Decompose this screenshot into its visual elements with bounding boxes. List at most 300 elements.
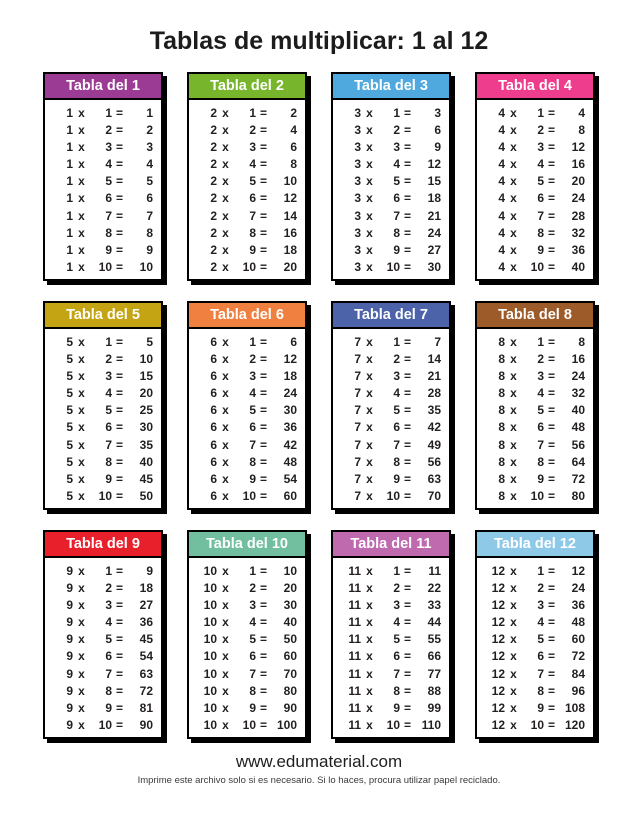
equals-symbol: = [403,437,411,452]
product: 48 [571,420,585,435]
times-symbol: x [366,140,373,155]
factor-2: 7 [249,437,256,452]
product: 72 [571,649,585,664]
times-symbol: x [366,369,373,384]
times-symbol: x [78,564,85,578]
equals-symbol: = [115,649,123,664]
factor-1: 3 [354,225,361,240]
times-symbol: x [510,335,517,349]
product: 24 [571,191,585,206]
equals-symbol: = [115,471,123,486]
times-symbol: x [222,352,229,367]
footer-website: www.edumaterial.com [235,752,403,771]
factor-2: 10 [242,717,256,732]
times-symbol: x [222,615,229,630]
factor-2: 1 [537,335,544,349]
product: 56 [571,437,585,452]
factor-1: 11 [348,615,361,630]
product: 35 [139,437,153,452]
table-body [45,558,161,738]
times-symbol: x [78,700,85,715]
factor-2: 5 [249,174,256,189]
equals-symbol: = [403,225,411,240]
table-title: Tabla del 9 [45,532,161,558]
product: 4 [290,123,297,138]
equals-symbol: = [115,700,123,715]
product: 32 [571,225,585,240]
factor-2: 1 [393,106,400,120]
times-symbol: x [366,683,373,698]
factor-1: 1 [66,208,73,223]
equals-symbol: = [403,259,411,274]
equals-symbol: = [259,615,267,630]
factor-2: 5 [393,174,400,189]
factor-1: 4 [498,140,505,155]
factor-1: 4 [498,191,505,206]
equals-symbol: = [259,106,267,120]
times-symbol: x [222,717,229,732]
equals-symbol: = [403,471,411,486]
factor-2: 4 [105,386,112,401]
factor-2: 8 [393,225,400,240]
product: 108 [564,700,585,715]
product: 63 [427,471,441,486]
factor-2: 4 [537,157,544,172]
factor-2: 3 [393,598,400,613]
factor-1: 3 [354,157,361,172]
factor-1: 7 [354,352,361,367]
equals-symbol: = [115,598,123,613]
factor-1: 9 [66,581,73,596]
factor-2: 1 [393,335,400,349]
times-symbol: x [366,454,373,469]
equals-symbol: = [547,386,555,401]
table-row [53,666,153,683]
multiplication-table-card [43,72,163,281]
factor-1: 12 [491,632,505,647]
times-symbol: x [78,615,85,630]
table-row [485,437,585,454]
table-row [197,259,297,276]
times-symbol: x [510,717,517,732]
times-symbol: x [78,581,85,596]
table-row [197,402,297,419]
equals-symbol: = [547,174,555,189]
factor-1: 1 [66,174,73,189]
times-symbol: x [222,666,229,681]
product: 66 [427,649,441,664]
factor-2: 4 [249,157,256,172]
product: 44 [427,615,441,630]
factor-1: 4 [498,225,505,240]
factor-2: 10 [386,488,400,503]
product: 15 [139,369,153,384]
times-symbol: x [366,191,373,206]
factor-1: 9 [66,615,73,630]
equals-symbol: = [403,335,411,349]
table-row [485,368,585,385]
table-row [341,225,441,242]
table-row [53,419,153,436]
factor-2: 3 [249,140,256,155]
table-row [53,156,153,173]
product: 15 [427,174,441,189]
factor-1: 4 [498,259,505,274]
table-body [189,100,305,280]
table-row [197,683,297,700]
product: 9 [146,242,153,257]
product: 49 [427,437,441,452]
factor-1: 4 [498,208,505,223]
equals-symbol: = [403,649,411,664]
factor-2: 2 [393,123,400,138]
table-row [341,471,441,488]
table-row [485,471,585,488]
times-symbol: x [222,403,229,418]
factor-1: 8 [498,454,505,469]
product: 40 [571,259,585,274]
factor-1: 9 [66,564,73,578]
product: 1 [146,106,153,120]
factor-1: 1 [66,157,73,172]
equals-symbol: = [115,369,123,384]
product: 7 [434,335,441,349]
equals-symbol: = [547,157,555,172]
table-row [197,419,297,436]
table-row [197,156,297,173]
product: 30 [283,598,297,613]
times-symbol: x [510,140,517,155]
page-title: Tablas de multiplicar: 1 al 12 [149,27,489,55]
factor-2: 2 [249,123,256,138]
equals-symbol: = [259,666,267,681]
factor-2: 2 [105,352,112,367]
factor-1: 8 [498,369,505,384]
table-row [53,437,153,454]
table-row [341,190,441,207]
equals-symbol: = [115,615,123,630]
table-row [341,597,441,614]
table-row [197,631,297,648]
equals-symbol: = [115,437,123,452]
factor-2: 2 [393,581,400,596]
factor-2: 7 [393,208,400,223]
times-symbol: x [510,488,517,503]
equals-symbol: = [403,208,411,223]
table-row [485,139,585,156]
product: 6 [290,140,297,155]
product: 8 [146,225,153,240]
factor-1: 2 [210,123,217,138]
factor-2: 3 [249,598,256,613]
factor-1: 2 [210,191,217,206]
equals-symbol: = [403,123,411,138]
times-symbol: x [510,369,517,384]
equals-symbol: = [547,666,555,681]
table-body [189,329,305,509]
equals-symbol: = [547,420,555,435]
times-symbol: x [510,632,517,647]
table-row [53,631,153,648]
table-title: Tabla del 11 [333,532,449,558]
equals-symbol: = [403,700,411,715]
factor-2: 2 [537,352,544,367]
multiplication-table-card [43,530,163,739]
product: 81 [139,700,153,715]
times-symbol: x [78,649,85,664]
table-row [485,488,585,505]
times-symbol: x [222,454,229,469]
product: 9 [146,564,153,578]
table-body [477,558,593,738]
product: 45 [139,632,153,647]
product: 11 [428,564,441,578]
factor-1: 4 [498,123,505,138]
factor-1: 12 [491,666,505,681]
product: 50 [139,488,153,503]
factor-1: 3 [354,140,361,155]
factor-2: 7 [249,208,256,223]
factor-1: 1 [66,106,73,120]
factor-1: 9 [66,683,73,698]
product: 24 [571,581,585,596]
table-row [53,242,153,259]
equals-symbol: = [259,649,267,664]
factor-1: 7 [354,437,361,452]
factor-2: 8 [249,683,256,698]
table-row [485,648,585,665]
product: 16 [283,225,297,240]
times-symbol: x [366,352,373,367]
factor-1: 8 [498,437,505,452]
product: 60 [571,632,585,647]
factor-2: 9 [537,242,544,257]
times-symbol: x [366,335,373,349]
product: 3 [146,140,153,155]
factor-2: 9 [393,700,400,715]
product: 10 [139,352,153,367]
equals-symbol: = [115,488,123,503]
equals-symbol: = [259,437,267,452]
table-row [485,122,585,139]
product: 77 [427,666,441,681]
table-row [341,259,441,276]
product: 2 [146,123,153,138]
equals-symbol: = [547,225,555,240]
equals-symbol: = [115,403,123,418]
table-row [197,700,297,717]
table-row [341,666,441,683]
times-symbol: x [366,106,373,120]
multiplication-table-card [43,301,163,510]
times-symbol: x [78,259,85,274]
factor-2: 2 [393,352,400,367]
factor-1: 10 [203,632,217,647]
equals-symbol: = [403,403,411,418]
factor-1: 1 [66,259,73,274]
factor-2: 8 [105,225,112,240]
times-symbol: x [222,369,229,384]
factor-1: 7 [354,471,361,486]
factor-1: 4 [498,157,505,172]
table-row [485,614,585,631]
factor-2: 8 [393,454,400,469]
table-row [485,351,585,368]
equals-symbol: = [547,123,555,138]
factor-2: 1 [249,564,256,578]
factor-2: 6 [249,420,256,435]
product: 54 [283,471,297,486]
product: 30 [283,403,297,418]
times-symbol: x [78,369,85,384]
product: 42 [283,437,297,452]
factor-2: 1 [393,564,400,578]
equals-symbol: = [403,598,411,613]
table-row [485,419,585,436]
times-symbol: x [78,157,85,172]
factor-2: 7 [105,437,112,452]
times-symbol: x [510,700,517,715]
factor-1: 10 [203,581,217,596]
factor-2: 4 [249,386,256,401]
equals-symbol: = [115,123,123,138]
times-symbol: x [510,386,517,401]
product: 96 [571,683,585,698]
times-symbol: x [366,157,373,172]
table-title: Tabla del 8 [477,303,593,329]
times-symbol: x [78,488,85,503]
times-symbol: x [366,471,373,486]
product: 35 [427,403,441,418]
multiplication-table-card [475,301,595,510]
times-symbol: x [366,488,373,503]
multiplication-table-card [475,72,595,281]
times-symbol: x [366,700,373,715]
factor-2: 4 [105,157,112,172]
table-row [197,139,297,156]
factor-1: 6 [210,420,217,435]
factor-2: 10 [98,488,112,503]
factor-2: 10 [530,259,544,274]
factor-1: 6 [210,403,217,418]
times-symbol: x [510,649,517,664]
product: 12 [283,191,297,206]
table-row [341,105,441,122]
equals-symbol: = [547,632,555,647]
times-symbol: x [78,191,85,206]
times-symbol: x [78,437,85,452]
product: 100 [276,717,297,732]
table-row [485,580,585,597]
factor-2: 7 [537,437,544,452]
times-symbol: x [78,140,85,155]
factor-1: 8 [498,403,505,418]
factor-1: 10 [203,666,217,681]
table-row [197,368,297,385]
equals-symbol: = [403,106,411,120]
product: 84 [571,666,585,681]
equals-symbol: = [547,581,555,596]
factor-1: 2 [210,208,217,223]
product: 45 [139,471,153,486]
times-symbol: x [366,615,373,630]
factor-2: 10 [530,488,544,503]
factor-1: 3 [354,242,361,257]
equals-symbol: = [403,420,411,435]
table-row [53,683,153,700]
table-row [341,242,441,259]
product: 72 [571,471,585,486]
product: 64 [571,454,585,469]
factor-2: 7 [537,666,544,681]
factor-1: 7 [354,420,361,435]
table-row [53,471,153,488]
table-title: Tabla del 1 [45,74,161,100]
factor-2: 3 [249,369,256,384]
factor-2: 1 [105,106,112,120]
table-row [197,334,297,351]
equals-symbol: = [547,242,555,257]
factor-1: 8 [498,352,505,367]
equals-symbol: = [259,632,267,647]
equals-symbol: = [547,488,555,503]
table-body [333,329,449,509]
equals-symbol: = [115,106,123,120]
product: 50 [283,632,297,647]
table-row [197,242,297,259]
factor-1: 4 [498,242,505,257]
factor-2: 6 [537,649,544,664]
product: 10 [283,174,297,189]
times-symbol: x [510,191,517,206]
table-row [485,563,585,580]
times-symbol: x [510,564,517,578]
factor-1: 11 [348,683,361,698]
factor-2: 6 [249,649,256,664]
table-row [485,190,585,207]
factor-2: 1 [537,106,544,120]
product: 4 [578,106,585,120]
factor-2: 6 [537,191,544,206]
table-row [53,139,153,156]
factor-2: 10 [242,259,256,274]
product: 60 [283,649,297,664]
table-row [197,225,297,242]
table-row [53,454,153,471]
product: 90 [139,717,153,732]
table-row [197,173,297,190]
table-row [485,173,585,190]
product: 24 [571,369,585,384]
factor-2: 8 [105,683,112,698]
product: 70 [283,666,297,681]
times-symbol: x [366,225,373,240]
table-body [477,100,593,280]
equals-symbol: = [259,598,267,613]
times-symbol: x [222,649,229,664]
table-row [197,488,297,505]
factor-1: 4 [498,174,505,189]
factor-2: 3 [105,140,112,155]
factor-2: 3 [537,369,544,384]
factor-2: 7 [105,666,112,681]
table-row [485,717,585,734]
factor-2: 9 [249,242,256,257]
equals-symbol: = [259,140,267,155]
factor-1: 12 [491,564,505,578]
equals-symbol: = [259,683,267,698]
factor-1: 9 [66,649,73,664]
